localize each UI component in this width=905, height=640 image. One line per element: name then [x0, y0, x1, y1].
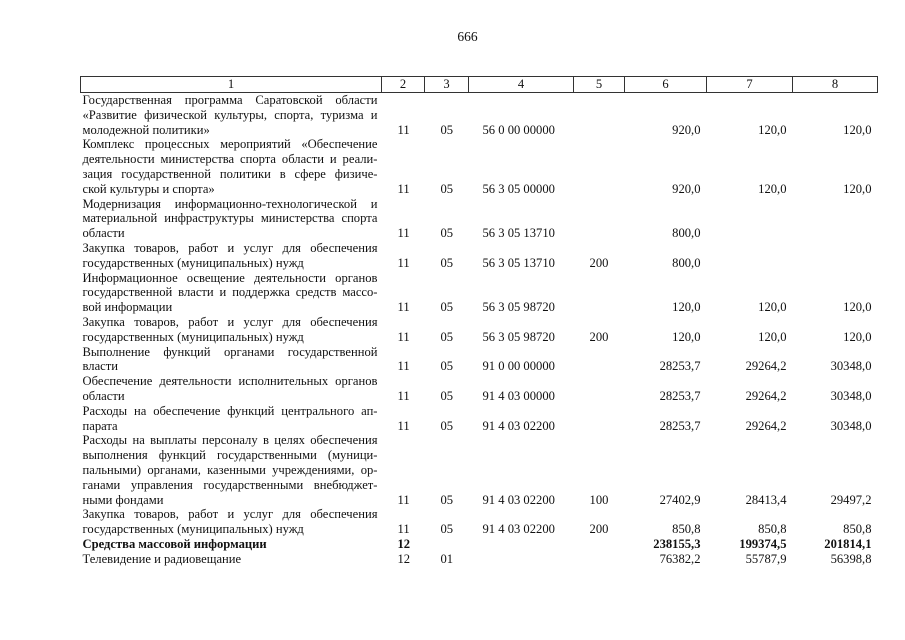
budget-table	[80, 76, 878, 567]
amount-year-3: 30348,0	[830, 418, 872, 433]
amount-year-3: 120,0	[843, 300, 872, 315]
amount-year-2: 29264,2	[745, 388, 787, 403]
table-body	[81, 93, 878, 567]
table-row	[81, 241, 878, 271]
target-article-code	[469, 552, 574, 567]
column-header: 2	[382, 77, 425, 93]
description-line: Расходы на выплаты персоналу в целях обеспечения	[82, 433, 378, 448]
section-code: 11	[397, 300, 410, 315]
amount-year-2: 29264,2	[745, 359, 787, 374]
column-header: 4	[469, 77, 574, 93]
description-line: государственной власти и поддержка средств массо-	[82, 285, 378, 300]
section-code: 11	[397, 388, 410, 403]
row-description	[81, 433, 382, 507]
target-article-code: 56 0 00 00000	[482, 122, 555, 137]
amount-year-1: 800,0	[672, 255, 701, 270]
target-article-code: 91 4 03 02200	[482, 522, 555, 537]
section-code: 12	[397, 536, 411, 551]
amount-year-3: 120,0	[843, 181, 872, 196]
subsection-code: 05	[440, 181, 454, 196]
description-line: Информационное освещение деятельности органов	[82, 270, 378, 285]
table-row	[81, 271, 878, 315]
target-article-code: 91 4 03 02200	[482, 492, 555, 507]
description-line: «Развитие физической культуры, спорта, туризма и	[82, 107, 378, 122]
section-code: 11	[397, 359, 410, 374]
description-line: парата	[82, 418, 118, 433]
row-description	[81, 537, 382, 552]
section-code: 11	[397, 181, 410, 196]
description-line: Выполнение функций органами государственной	[82, 344, 378, 359]
expense-type-code: 100	[589, 492, 609, 507]
amount-year-3: 30348,0	[830, 359, 872, 374]
description-line: зация государственной политики в сфере физиче-	[82, 166, 378, 181]
amount-year-3	[793, 197, 878, 241]
expense-type-code	[574, 271, 625, 315]
description-line: Средства массовой информации	[82, 536, 267, 551]
table-row	[81, 345, 878, 375]
description-line: пальными) органами, казенными учреждениями, ор-	[82, 462, 378, 477]
table-row	[81, 507, 878, 537]
section-code: 11	[397, 418, 410, 433]
row-description	[81, 137, 382, 196]
description-line: вой информации	[82, 300, 173, 315]
section-code: 12	[397, 551, 411, 566]
amount-year-2: 120,0	[758, 300, 787, 315]
expense-type-code	[574, 537, 625, 552]
amount-year-3	[793, 241, 878, 271]
table-row	[81, 315, 878, 345]
subsection-code: 05	[440, 388, 454, 403]
target-article-code: 56 3 05 13710	[482, 255, 555, 270]
amount-year-3: 120,0	[843, 329, 872, 344]
description-line: государственных (муниципальных) нужд	[82, 522, 304, 537]
expense-type-code: 200	[589, 522, 609, 537]
amount-year-3: 29497,2	[830, 492, 872, 507]
description-line: Комплекс процессных мероприятий «Обеспечение	[82, 137, 378, 152]
description-line: Модернизация информационно-технологической и	[82, 196, 378, 211]
description-line: Телевидение и радиовещание	[82, 551, 242, 566]
description-line: государственных (муниципальных) нужд	[82, 329, 304, 344]
table-row	[81, 404, 878, 434]
description-line: ской культуры и спорта»	[82, 181, 215, 196]
amount-year-1: 27402,9	[659, 492, 701, 507]
description-line: ганами управления государственными внебюджет-	[82, 477, 378, 492]
target-article-code: 56 3 05 98720	[482, 300, 555, 315]
amount-year-1: 28253,7	[659, 388, 701, 403]
amount-year-1: 800,0	[672, 226, 701, 241]
description-line: власти	[82, 359, 118, 374]
amount-year-2: 120,0	[758, 122, 787, 137]
column-header: 7	[707, 77, 793, 93]
amount-year-2: 850,8	[758, 522, 787, 537]
expense-type-code	[574, 404, 625, 434]
description-line: государственных (муниципальных) нужд	[82, 255, 304, 270]
expense-type-code: 200	[589, 329, 609, 344]
amount-year-1: 120,0	[672, 329, 701, 344]
description-line: Закупка товаров, работ и услуг для обеспечения	[82, 507, 378, 522]
section-code: 11	[397, 255, 410, 270]
description-line: Государственная программа Саратовской области	[82, 93, 378, 107]
column-header: 1	[81, 77, 382, 93]
description-line: Закупка товаров, работ и услуг для обеспечения	[82, 240, 378, 255]
row-description	[81, 241, 382, 271]
subsection-code: 05	[440, 255, 454, 270]
section-code: 11	[397, 492, 410, 507]
section-code: 11	[397, 329, 410, 344]
row-description	[81, 271, 382, 315]
target-article-code: 91 4 03 00000	[482, 388, 555, 403]
subsection-code: 05	[440, 226, 454, 241]
amount-year-3: 56398,8	[830, 551, 872, 566]
amount-year-3: 30348,0	[830, 388, 872, 403]
target-article-code: 56 3 05 98720	[482, 329, 555, 344]
description-line: деятельности министерства спорта области и реали-	[82, 152, 378, 167]
table-row	[81, 137, 878, 196]
page-number: 666	[457, 29, 478, 44]
expense-type-code	[574, 137, 625, 196]
description-line: материальной инфраструктуры министерства спорта	[82, 211, 378, 226]
table-row	[81, 433, 878, 507]
section-code: 11	[397, 226, 410, 241]
row-description	[81, 93, 382, 138]
column-header: 5	[574, 77, 625, 93]
amount-year-2: 120,0	[758, 329, 787, 344]
amount-year-2: 199374,5	[739, 536, 787, 551]
amount-year-1: 28253,7	[659, 418, 701, 433]
row-description	[81, 197, 382, 241]
table-row	[81, 374, 878, 404]
amount-year-2: 55787,9	[745, 551, 787, 566]
description-line: Закупка товаров, работ и услуг для обеспечения	[82, 314, 378, 329]
subsection-code: 01	[440, 551, 454, 566]
description-line: молодежной политики»	[82, 122, 210, 137]
amount-year-3: 201814,1	[824, 536, 872, 551]
row-description	[81, 315, 382, 345]
amount-year-2: 120,0	[758, 181, 787, 196]
target-article-code	[469, 537, 574, 552]
amount-year-1: 120,0	[672, 300, 701, 315]
description-line: области	[82, 226, 125, 241]
target-article-code: 91 4 03 02200	[482, 418, 555, 433]
description-line: Расходы на обеспечение функций центрального ап-	[82, 403, 378, 418]
row-description	[81, 507, 382, 537]
amount-year-2: 29264,2	[745, 418, 787, 433]
amount-year-1: 850,8	[672, 522, 701, 537]
table-row	[81, 537, 878, 552]
header-row	[81, 77, 878, 93]
table-header	[81, 77, 878, 93]
amount-year-1: 920,0	[672, 181, 701, 196]
amount-year-1: 76382,2	[659, 551, 701, 566]
description-line: Обеспечение деятельности исполнительных органов	[82, 374, 378, 389]
amount-year-3: 120,0	[843, 122, 872, 137]
column-header: 6	[625, 77, 707, 93]
section-code: 11	[397, 522, 410, 537]
subsection-code: 05	[440, 492, 454, 507]
expense-type-code	[574, 374, 625, 404]
section-code: 11	[397, 122, 410, 137]
column-header: 8	[793, 77, 878, 93]
expense-type-code	[574, 552, 625, 567]
target-article-code: 91 0 00 00000	[482, 359, 555, 374]
subsection-code: 05	[440, 329, 454, 344]
table-row	[81, 197, 878, 241]
subsection-code	[425, 537, 469, 552]
amount-year-1: 28253,7	[659, 359, 701, 374]
target-article-code: 56 3 05 13710	[482, 226, 555, 241]
row-description	[81, 374, 382, 404]
subsection-code: 05	[440, 122, 454, 137]
amount-year-2	[707, 197, 793, 241]
row-description	[81, 404, 382, 434]
subsection-code: 05	[440, 418, 454, 433]
description-line: выполнения функций государственными (муници-	[82, 448, 378, 463]
amount-year-1: 238155,3	[653, 536, 701, 551]
amount-year-2	[707, 241, 793, 271]
row-description	[81, 552, 382, 567]
amount-year-2: 28413,4	[745, 492, 787, 507]
subsection-code: 05	[440, 522, 454, 537]
description-line: ными фондами	[82, 492, 164, 507]
expense-type-code	[574, 93, 625, 138]
expense-type-code	[574, 197, 625, 241]
row-description	[81, 345, 382, 375]
amount-year-3: 850,8	[843, 522, 872, 537]
expense-type-code: 200	[589, 255, 609, 270]
target-article-code: 56 3 05 00000	[482, 181, 555, 196]
column-header: 3	[425, 77, 469, 93]
expense-type-code	[574, 345, 625, 375]
table-row	[81, 552, 878, 567]
description-line: области	[82, 388, 125, 403]
subsection-code: 05	[440, 300, 454, 315]
table-row	[81, 93, 878, 138]
amount-year-1: 920,0	[672, 122, 701, 137]
subsection-code: 05	[440, 359, 454, 374]
